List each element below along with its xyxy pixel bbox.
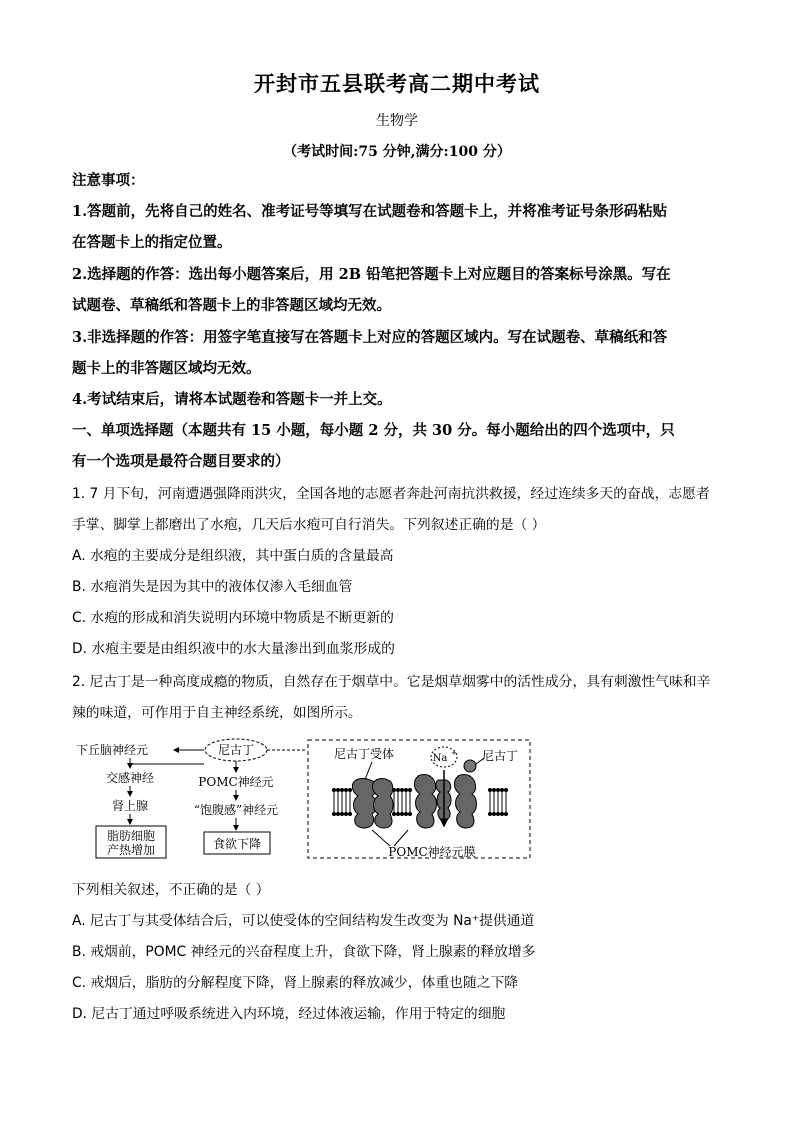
fig-fat-cell-line-2: 产热增加 <box>106 843 156 857</box>
q2-option-b: B. 戒烟前，POMC 神经元的兴奋程度上升，食欲下降，肾上腺素的释放增多 <box>72 944 536 960</box>
fig-nicotine-right-label: 尼古丁 <box>482 749 519 763</box>
notice-item-1-line-2: 在答题卡上的指定位置。 <box>72 234 232 251</box>
section-1-heading-line-2: 有一个选项是最符合题目要求的） <box>72 453 290 470</box>
nicotine-pathway-figure <box>72 736 534 862</box>
exam-title: 开封市五县联考高二期中考试 <box>254 71 540 96</box>
section-1-heading-line-1: 一、单项选择题（本题共有 15 小题，每小题 2 分，共 30 分。每小题给出的四个选项中，只 <box>72 422 675 439</box>
fig-na-charge: + <box>451 749 457 757</box>
fig-receptor-left <box>352 779 393 829</box>
fig-na-label: Na <box>432 753 448 764</box>
q2-option-d: D. 尼古丁通过呼吸系统进入内环境，经过体液运输，作用于特定的细胞 <box>72 1006 506 1022</box>
q1-option-a: A. 水疱的主要成分是组织液，其中蛋白质的含量最高 <box>72 548 394 564</box>
q1-stem-line-1: 1. 7 月下旬，河南遭遇强降雨洪灾，全国各地的志愿者奔赴河南抗洪救援，经过连续多天的奋战，志愿者 <box>72 486 710 502</box>
q2-option-c: C. 戒烟后，脂肪的分解程度下降，肾上腺素的释放减少，体重也随之下降 <box>72 975 519 991</box>
subject-label: 生物学 <box>376 113 418 129</box>
notice-item-2-line-2: 试题卷、草稿纸和答题卡上的非答题区域均无效。 <box>72 297 391 314</box>
fig-satiety-neuron-label: “饱腹感”神经元 <box>193 803 279 817</box>
notice-item-3-line-1: 3.非选择题的作答：用签字笔直接写在答题卡上对应的答题区域内。写在试题卷、草稿纸和答 <box>72 329 668 346</box>
fig-adrenal-label: 肾上腺 <box>111 799 149 813</box>
notice-heading: 注意事项： <box>72 172 145 189</box>
fig-hypothalamus-neuron-label: 下丘脑神经元 <box>76 743 149 757</box>
fig-fat-cell-line-1: 脂肪细胞 <box>106 829 156 843</box>
fig-receptor-right <box>414 775 476 829</box>
fig-receptor-label: 尼古丁受体 <box>334 747 395 761</box>
fig-membrane-pointer-1 <box>372 830 390 846</box>
fig-sympathetic-label: 交感神经 <box>105 771 155 785</box>
q2-stem-line-1: 2. 尼古丁是一种高度成瘾的物质，自然存在于烟草中。它是烟草烟雾中的活性成分，具有刺激性气味和辛 <box>72 674 711 690</box>
q2-prompt: 下列相关叙述，不正确的是（ ） <box>72 882 270 898</box>
q1-stem-line-2: 手掌、脚掌上都磨出了水疱，几天后水疱可自行消失。下列叙述正确的是（ ） <box>72 517 546 533</box>
q1-option-b: B. 水疱消失是因为其中的液体仅渗入毛细血管 <box>72 579 353 595</box>
fig-pomc-neuron-label: POMC神经元 <box>198 775 274 789</box>
fig-nicotine-molecule <box>464 760 476 772</box>
fig-nicotine-label: 尼古丁 <box>217 743 255 757</box>
exam-info: （考试时间:75 分钟,满分:100 分） <box>283 144 511 160</box>
q2-stem-line-2: 辣的味道，可作用于自主神经系统，如图所示。 <box>72 705 362 721</box>
q2-option-a: A. 尼古丁与其受体结合后，可以使受体的空间结构发生改变为 Na⁺提供通道 <box>72 913 535 929</box>
notice-item-3-line-2: 题卡上的非答题区域均无效。 <box>72 360 261 377</box>
notice-item-1-line-1: 1.答题前，先将自己的姓名、准考证号等填写在试题卷和答题卡上，并将准考证号条形码粘贴 <box>72 203 668 220</box>
fig-membrane-label: POMC神经元膜 <box>388 845 476 859</box>
notice-item-2-line-1: 2.选择题的作答：选出每小题答案后，用 2B 铅笔把答题卡上对应题目的答案标号涂黑。写在 <box>72 266 671 283</box>
notice-item-4: 4.考试结束后，请将本试题卷和答题卡一并上交。 <box>72 391 392 408</box>
q1-option-d: D. 水疱主要是由组织液中的水大量渗出到血浆形成的 <box>72 641 395 657</box>
fig-membrane-pointer-2 <box>394 830 408 846</box>
fig-appetite-label: 食欲下降 <box>212 837 262 851</box>
q1-option-c: C. 水疱的形成和消失说明内环境中物质是不断更新的 <box>72 610 394 626</box>
